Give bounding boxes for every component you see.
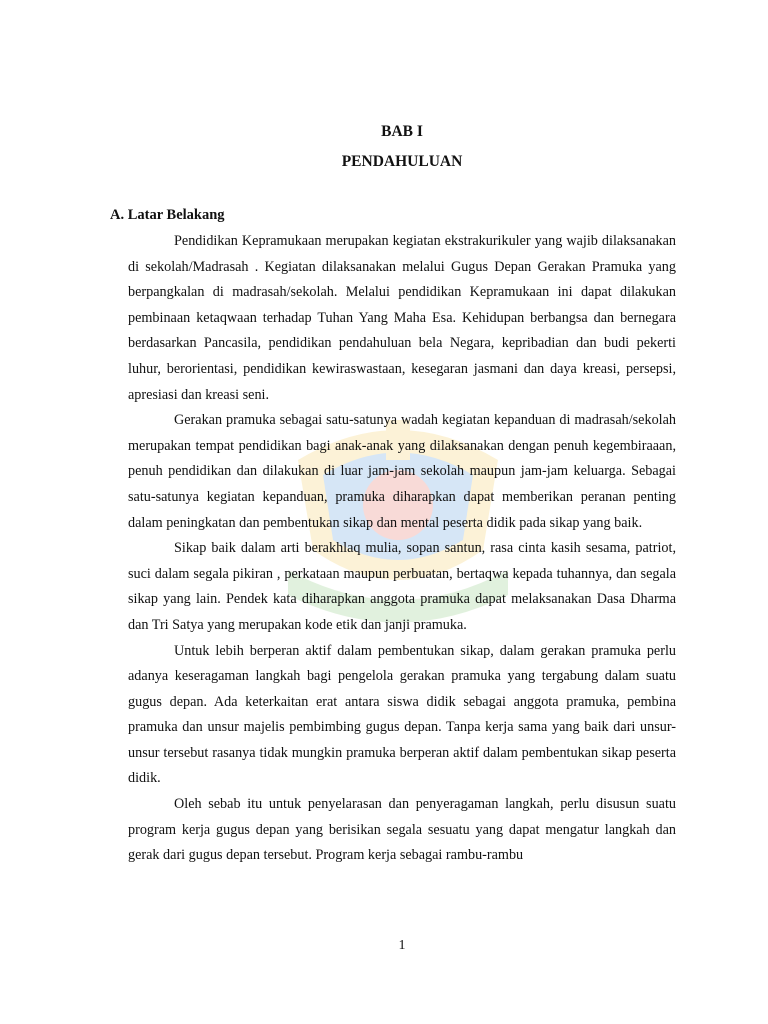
chapter-title: PENDAHULUAN — [341, 153, 463, 170]
section-heading: A. Latar Belakang — [110, 207, 225, 223]
chapter-number: BAB I — [381, 123, 423, 140]
paragraph: Untuk lebih berperan aktif dalam pembentukan sikap, dalam gerakan pramuka perlu adanya keseragaman langkah bagi pengelola gerakan pramuka yang tergabung dalam suatu gugus depan. Ada keterkaitan erat antara siswa didik sebagai anggota pramuka, pembina pramuka dan unsur majelis pembimbing gugus depan. Tanpa kerja sama yang baik dari unsur-unsur tersebut rasanya tidak mungkin pramuka berperan aktif dalam pembentukan sikap peserta didik. — [128, 642, 676, 787]
page-number: 1 — [398, 938, 406, 953]
paragraph: Oleh sebab itu untuk penyelarasan dan penyeragaman langkah, perlu disusun suatu program kerja gugus depan yang berisikan segala sesuatu yang dapat mengatur langkah dan gerak dari gugus depan tersebut. Program kerja sebagai rambu-rambu — [128, 796, 676, 864]
paragraph: Pendidikan Kepramukaan merupakan kegiatan ekstrakurikuler yang wajib dilaksanakan di sekolah/Madrasah . Kegiatan dilaksanakan melalui Gugus Depan Gerakan Pramuka yang berpangkalan di madrasah/sekolah. Melalui pendidikan Kepramukaan ini dapat dilakukan pembinaan ketaqwaan terhadap Tuhan Yang Maha Esa. Kehidupan berbangsa dan bernegara berdasarkan Pancasila, pendidikan pendahuluan bela Negara, kepribadian dan budi pekerti luhur, berorientasi, pendidikan kewiraswastaan, kesegaran jasmani dan daya kreasi, persepsi, apresiasi dan kreasi seni. — [128, 233, 676, 403]
paragraph: Sikap baik dalam arti berakhlaq mulia, sopan santun, rasa cinta kasih sesama, patriot, suci dalam segala pikiran , perkataan maupun perbuatan, bertaqwa kepada tuhannya, dan segala sikap yang lain. Pendek kata diharapkan anggota pramuka dapat melaksanakan Dasa Dharma dan Tri Satya yang merupakan kode etik dan janji pramuka. — [128, 540, 676, 633]
paragraph: Gerakan pramuka sebagai satu-satunya wadah kegiatan kepanduan di madrasah/sekolah merupakan tempat pendidikan bagi anak-anak yang dilaksanakan dengan penuh kegembiraaan, penuh pendidikan dan dilakukan di luar jam-jam sekolah maupun jam-jam keluarga. Sebagai satu-satunya kegiatan kepanduan, pramuka diharapkan dapat memberikan peranan penting dalam peningkatan dan pembentukan sikap dan mental peserta didik pada sikap yang baik. — [128, 412, 676, 531]
body-text — [128, 229, 676, 869]
